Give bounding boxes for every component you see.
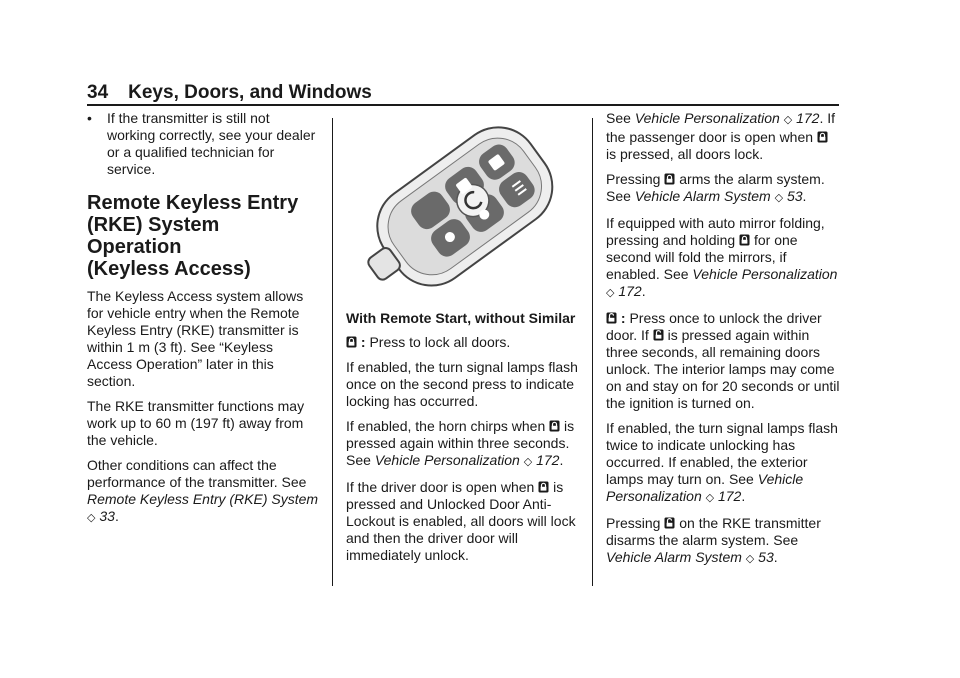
unlock-icon	[606, 312, 617, 324]
page-link[interactable]: 172	[717, 488, 742, 504]
column-divider-2	[592, 118, 593, 586]
bullet-dot: •	[87, 110, 92, 126]
page-link[interactable]: 172	[536, 452, 560, 468]
page-link[interactable]: 53	[758, 549, 774, 565]
column-1	[87, 110, 319, 535]
range-paragraph: The RKE transmitter functions may work up to 60 m (197 ft) away from the vehicle.	[87, 398, 305, 448]
unlock-signal-paragraph: If enabled, the turn signal lamps flash twice to indicate unlocking has occurred. If enabled, the exterior lamps may turn on. See Vehicle Personalization ◇ 172.	[606, 420, 838, 504]
column-2	[346, 110, 581, 572]
rke-system-link[interactable]: Remote Keyless Entry (RKE) System	[87, 491, 319, 507]
mirror-folding-paragraph: If equipped with auto mirror folding, pressing and holding for one second will fold the mirrors, if enabled. See Vehicle Personalization ◇ 172.	[606, 215, 838, 299]
page-link[interactable]: 172	[796, 110, 820, 126]
section-heading	[87, 192, 319, 280]
vehicle-personalization-link[interactable]: Vehicle Personalization	[692, 266, 838, 282]
page-ref-arrow-icon: ◇	[523, 456, 533, 468]
heading-line-3: (Keyless Access)	[87, 258, 251, 280]
turn-signal-paragraph: If enabled, the turn signal lamps flash once on the second press to indicate locking has occurred.	[346, 359, 578, 409]
bullet-text: If the transmitter is still not working correctly, see your dealer or a qualified technician for service.	[107, 110, 316, 177]
page-ref-arrow-icon: ◇	[87, 512, 96, 524]
page-header	[87, 82, 372, 104]
unlock-icon	[664, 517, 675, 529]
horn-chirp-paragraph: If enabled, the horn chirps when is pressed again within three seconds. See Vehicle Personalization ◇ 172.	[346, 418, 575, 468]
lock-description: : Press to lock all doors.	[346, 334, 581, 351]
page-ref-arrow-icon: ◇	[745, 553, 755, 565]
page-number: 34	[87, 82, 109, 103]
conditions-paragraph: Other conditions can affect the performance of the transmitter. See Remote Keyless Entry (RKE) System ◇ 33.	[87, 457, 319, 524]
column-3	[606, 110, 841, 576]
figure-caption: With Remote Start, without Similar	[346, 310, 576, 326]
lock-icon	[739, 234, 750, 246]
vehicle-alarm-link[interactable]: Vehicle Alarm System	[634, 188, 771, 204]
lock-icon	[549, 420, 560, 432]
unlock-icon	[653, 329, 664, 341]
page-ref-arrow-icon: ◇	[774, 192, 784, 204]
page-ref-arrow-icon: ◇	[606, 287, 615, 299]
vehicle-personalization-link[interactable]: Vehicle Personalization	[606, 471, 804, 504]
lock-icon	[817, 131, 828, 143]
disarm-alarm-paragraph: Pressing on the RKE transmitter disarms the alarm system. See Vehicle Alarm System ◇ 53.	[606, 515, 821, 565]
page-link[interactable]: 172	[618, 283, 642, 299]
vehicle-personalization-link[interactable]: Vehicle Personalization	[634, 110, 780, 126]
page-link[interactable]: 53	[786, 188, 803, 204]
column-divider-1	[332, 118, 333, 586]
lock-icon	[664, 173, 675, 185]
rke-page-link[interactable]: 33	[99, 508, 115, 524]
section-title: Keys, Doors, and Windows	[128, 82, 372, 103]
driver-door-paragraph: If the driver door is open when is pressed and Unlocked Door Anti-Lockout is enabled, all doors will lock and then the driver door will immediately unlock.	[346, 479, 576, 563]
keyless-access-paragraph: The Keyless Access system allows for vehicle entry when the Remote Keyless Entry (RKE) transmitter is within 1 m (3 ft). See “Keyless Access Operation” later in this section.	[87, 288, 304, 389]
heading-line-1: Remote Keyless Entry	[87, 192, 299, 214]
vehicle-alarm-link[interactable]: Vehicle Alarm System	[606, 549, 742, 565]
lock-icon	[538, 481, 549, 493]
header-rule	[87, 104, 839, 106]
page-ref-arrow-icon: ◇	[783, 114, 793, 126]
vehicle-personalization-link[interactable]: Vehicle Personalization	[374, 452, 520, 468]
heading-line-2: (RKE) System Operation	[87, 214, 220, 258]
key-fob-illustration	[344, 110, 580, 302]
bullet-item	[87, 110, 319, 178]
passenger-door-paragraph: See Vehicle Personalization ◇ 172. If the passenger door is open when is pressed, all doors lock.	[606, 110, 835, 162]
page-ref-arrow-icon: ◇	[705, 492, 715, 504]
unlock-description: : Press once to unlock the driver door. If is pressed again within three seconds, all remaining doors unlock. The interior lamps may come on and stay on for 20 seconds or until the ignition is turned on.	[606, 310, 840, 411]
lock-icon	[346, 336, 357, 348]
arm-alarm-paragraph: Pressing arms the alarm system. See Vehicle Alarm System ◇ 53.	[606, 171, 825, 204]
